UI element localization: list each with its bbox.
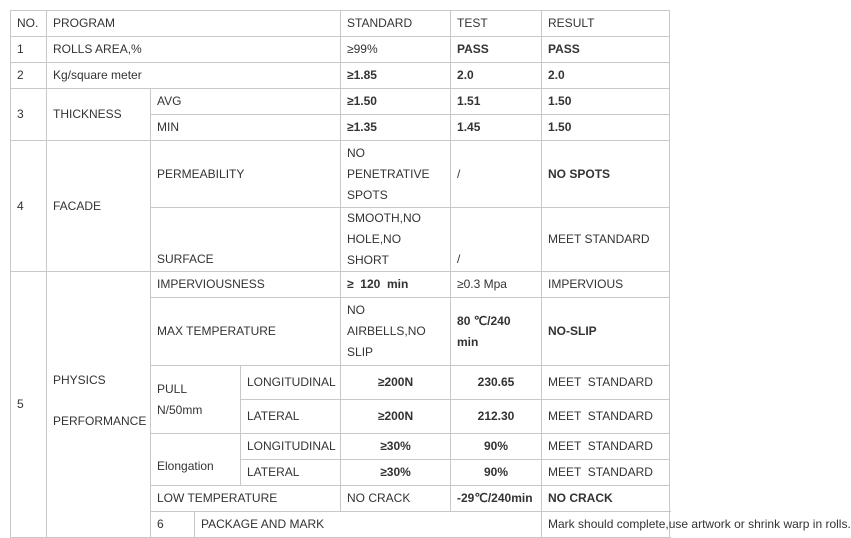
standard-value: ≥99% [341,37,451,63]
package-note: Mark should complete,use artwork or shrink warp in rolls. [542,512,670,538]
header-standard: STANDARD [341,11,451,37]
sub-sub-label: LATERAL [241,400,341,434]
sub-label: IMPERVIOUSNESS [151,272,341,298]
test-value: 80 ℃/240 min [451,298,542,366]
sub-sub-label: LATERAL [241,460,341,486]
standard-value: ≥1.85 [341,63,451,89]
sub-sub-label: LONGITUDINAL [241,366,341,400]
standard-value: ≥30% [341,460,451,486]
result-value: NO-SLIP [542,298,670,366]
sub-label: MIN [151,115,341,141]
header-row [11,11,670,37]
result-value: NO CRACK [542,486,670,512]
standard-value: NO AIRBELLS,NO SLIP [341,298,451,366]
table-row [11,272,670,298]
test-value: 230.65 [451,366,542,400]
standard-value: ≥200N [341,400,451,434]
result-value: NO SPOTS [542,141,670,208]
test-value: -29℃/240min [451,486,542,512]
header-no: NO. [11,11,47,37]
test-value: 2.0 [451,63,542,89]
table-row [11,89,670,115]
standard-value-text: ≥ 120 min [347,277,409,291]
spec-table [10,10,851,538]
table-row [11,141,670,208]
test-value: 1.51 [451,89,542,115]
row-number: 5 [11,272,47,538]
test-value: 90% [451,460,542,486]
test-value: 212.30 [451,400,542,434]
program-label: PACKAGE AND MARK [195,512,542,538]
result-value: MEET STANDARD [542,208,670,272]
standard-value: ≥30% [341,434,451,460]
result-value: MEET STANDARD [542,460,670,486]
standard-value: ≥200N [341,366,451,400]
standard-value: NO CRACK [341,486,451,512]
result-value: 1.50 [542,89,670,115]
test-value: / [451,141,542,208]
header-program: PROGRAM [47,11,341,37]
result-value: 2.0 [542,63,670,89]
sub-label [151,366,241,434]
result-value: MEET STANDARD [542,366,670,400]
table-row [11,63,670,89]
sub-label: AVG [151,89,341,115]
program-label-line2: PERFORMANCE [53,413,147,428]
pull-label-line2: N/50mm [157,402,203,417]
test-value: 90% [451,434,542,460]
result-value: PASS [542,37,670,63]
result-value: 1.50 [542,115,670,141]
row-number: 4 [11,141,47,272]
elongation-label: Elongation [157,459,214,473]
row-number: 2 [11,63,47,89]
standard-value: NO PENETRATIVE SPOTS [341,141,451,208]
test-value: PASS [451,37,542,63]
test-value: ≥0.3 Mpa [451,272,542,298]
test-value: 1.45 [451,115,542,141]
table-row [11,37,670,63]
program-label: FACADE [47,141,151,272]
program-label: Kg/square meter [47,63,341,89]
row-number: 1 [11,37,47,63]
sub-label: PERMEABILITY [151,141,341,208]
standard-value: ≥1.50 [341,89,451,115]
program-label: THICKNESS [47,89,151,141]
header-test: TEST [451,11,542,37]
sub-label: SURFACE [151,208,341,272]
program-label-line1: PHYSICS [53,372,106,387]
result-value: MEET STANDARD [542,434,670,460]
program-label [47,272,151,538]
result-value: MEET STANDARD [542,400,670,434]
sub-label: LOW TEMPERATURE [151,486,341,512]
sub-label [151,434,241,486]
sub-label: MAX TEMPERATURE [151,298,341,366]
header-result: RESULT [542,11,670,37]
sub-sub-label: LONGITUDINAL [241,434,341,460]
standard-value: SMOOTH,NO HOLE,NO SHORT [341,208,451,272]
pull-label-line1: PULL [157,381,188,396]
standard-value [341,272,451,298]
row-number: 3 [11,89,47,141]
program-label: ROLLS AREA,% [47,37,341,63]
result-value: IMPERVIOUS [542,272,670,298]
test-value: / [451,208,542,272]
standard-value: ≥1.35 [341,115,451,141]
row-number: 6 [151,512,195,538]
